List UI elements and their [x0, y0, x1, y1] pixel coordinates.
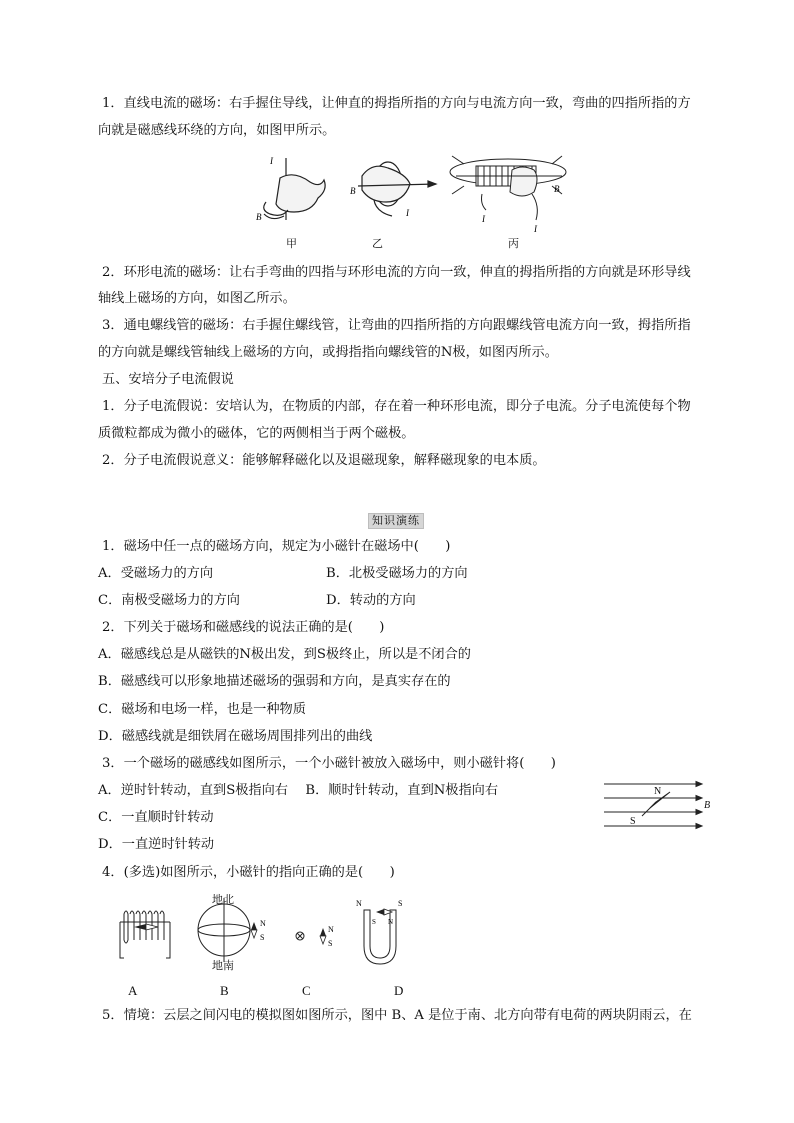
q4-label-a: A	[128, 983, 138, 998]
q3-options-ab: A．逆时针转动，直到S极指向右 B．顺时针转动，直到N极指向右	[98, 783, 499, 798]
q4-label-d: D	[394, 983, 404, 998]
svg-text:B: B	[350, 186, 356, 196]
svg-text:N: N	[388, 918, 394, 926]
q2-stem: 2．下列关于磁场和磁感线的说法正确的是( )	[102, 620, 385, 635]
q4-earth-south-label: 地南	[212, 959, 234, 972]
svg-text:N: N	[328, 925, 334, 934]
q4-label-b: B	[220, 983, 229, 998]
figure-label-jia: 甲	[286, 237, 297, 250]
svg-text:I: I	[534, 224, 537, 234]
q3-fig-s-label: S	[630, 816, 636, 827]
para-solenoid-l1: 3．通电螺线管的磁场：右手握住螺线管，让弯曲的四指所指的方向跟螺线管电流方向一致，拇指所指	[102, 318, 691, 333]
para-loop-current-l1: 2．环形电流的磁场：让右手弯曲的四指与环形电流的方向一致，伸直的拇指所指的方向就是环形导线	[102, 265, 691, 280]
q3-stem: 3．一个磁场的磁感线如图所示，一个小磁针被放入磁场中，则小磁针将( )	[102, 756, 556, 771]
figure-label-bing: 丙	[508, 237, 519, 250]
svg-text:S: S	[372, 918, 376, 926]
svg-text:S: S	[260, 933, 265, 942]
svg-text:N: N	[356, 899, 362, 908]
para-straight-current-l2: 向就是磁感线环绕的方向，如图甲所示。	[98, 123, 336, 138]
svg-text:I: I	[406, 208, 409, 218]
para-straight-current-l1: 1．直线电流的磁场：右手握住导线，让伸直的拇指所指的方向与电流方向一致，弯曲的四指所指的方	[102, 96, 691, 111]
q1-option-c: C．南极受磁场力的方向	[98, 593, 240, 608]
q3-fig-b-label: B	[704, 800, 711, 811]
svg-text:B: B	[554, 184, 560, 194]
right-hand-rule-figure	[250, 150, 580, 238]
para-solenoid-l2: 的方向就是螺线管轴线上磁场的方向，或拇指指向螺线管的N极，如图丙所示。	[98, 345, 558, 360]
q4-earth-north-label: 地北	[212, 893, 234, 906]
svg-text:I: I	[270, 156, 273, 166]
q5-stem: 5．情境：云层之间闪电的模拟图如图所示，图中 B、A 是位于南、北方向带有电荷的两块阴雨云，在	[102, 1008, 692, 1023]
svg-text:S: S	[328, 939, 333, 948]
q2-option-c: C．磁场和电场一样，也是一种物质	[98, 702, 306, 717]
q1-option-d: D．转动的方向	[326, 593, 416, 608]
practice-section-title: 知识演练	[368, 513, 424, 529]
q1-option-a-text: A．受磁场力的方向	[98, 566, 214, 581]
para-hypothesis-meaning: 2．分子电流假说意义：能够解释磁化以及退磁现象，解释磁现象的电本质。	[102, 453, 546, 468]
q4-label-c: C	[302, 983, 311, 998]
q4-options-drawing	[110, 890, 430, 972]
q4-options-figure	[110, 890, 430, 972]
para-loop-current-l2: 轴线上磁场的方向，如图乙所示。	[98, 291, 296, 306]
svg-text:B: B	[256, 212, 262, 222]
para-molecular-current-l2: 质微粒都成为微小的磁体，它的两侧相当于两个磁极。	[98, 426, 415, 441]
figure-label-yi: 乙	[372, 237, 383, 250]
q2-option-a: A．磁感线总是从磁铁的N极出发，到S极终止，所以是不闭合的	[98, 647, 471, 662]
q3-option-d: D．一直逆时针转动	[98, 837, 215, 852]
q3-option-c: C．一直顺时针转动	[98, 810, 214, 825]
q1-stem: 1．磁场中任一点的磁场方向，规定为小磁针在磁场中( )	[102, 539, 451, 554]
para-molecular-current-l1: 1．分子电流假说：安培认为，在物质的内部，存在着一种环形电流，即分子电流。分子电流使每个物	[102, 399, 691, 414]
q2-option-d: D．磁感线就是细铁屑在磁场周围排列出的曲线	[98, 729, 373, 744]
q2-option-b: B．磁感线可以形象地描述磁场的强弱和方向，是真实存在的	[98, 674, 451, 689]
right-hand-rule-drawing	[250, 150, 580, 238]
svg-text:S: S	[398, 899, 403, 908]
q4-stem: 4．(多选)如图所示，小磁针的指向正确的是( )	[102, 865, 395, 880]
q1-option-b: B．北极受磁场力的方向	[326, 566, 468, 581]
svg-text:N: N	[260, 919, 266, 928]
q3-fig-n-label: N	[654, 786, 662, 797]
section-heading-ampere: 五、安培分子电流假说	[102, 372, 234, 387]
svg-text:I: I	[482, 214, 485, 224]
